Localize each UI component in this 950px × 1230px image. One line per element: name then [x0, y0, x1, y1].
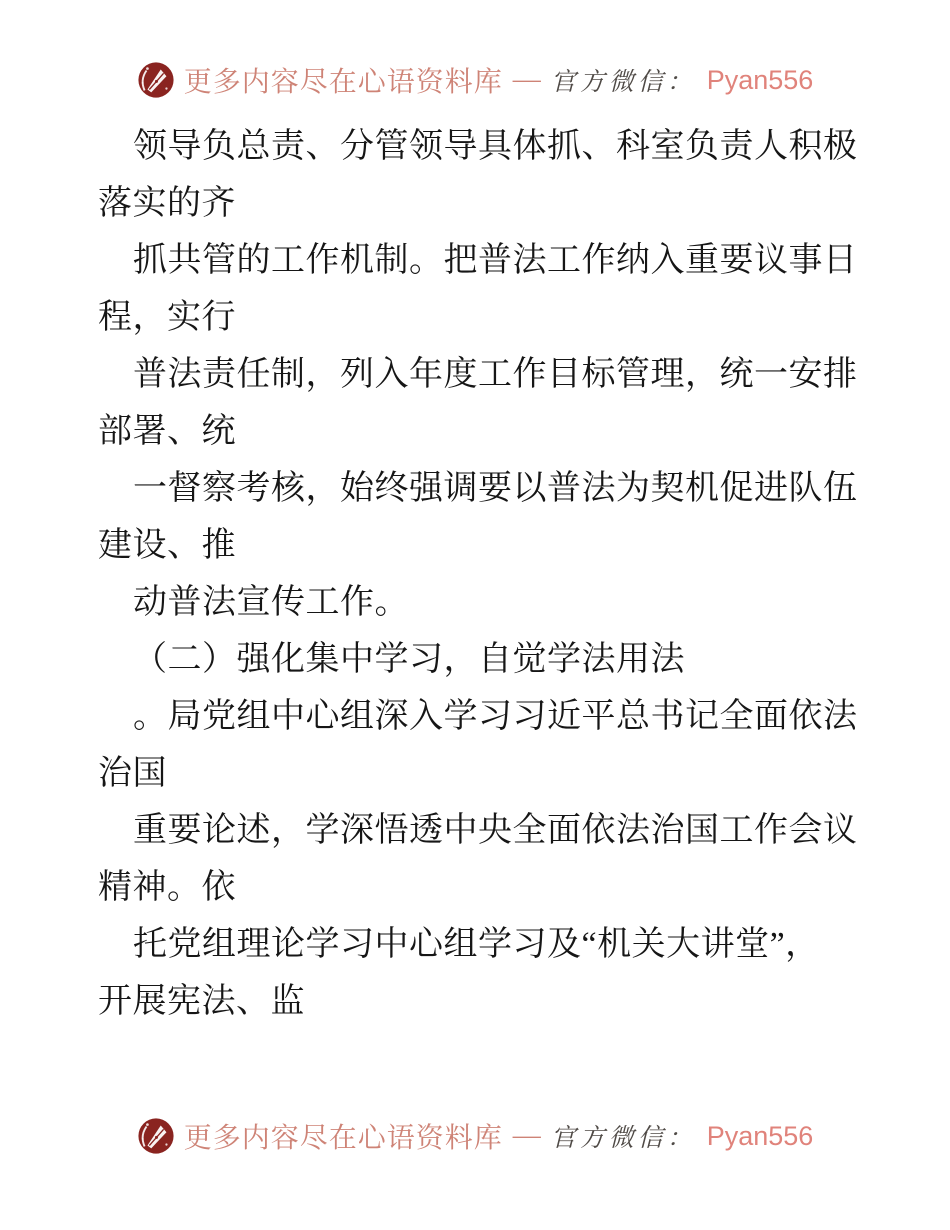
document-line: 重要论述，学深悟透中央全面依法治国工作会议 — [133, 812, 858, 849]
document-line: 抓共管的工作机制。把普法工作纳入重要议事日 — [133, 242, 858, 279]
document-line: 治国 — [98, 755, 167, 792]
document-line: 程，实行 — [98, 299, 236, 336]
watermark-separator: — — [512, 64, 541, 95]
document-line: 落实的齐 — [98, 185, 236, 222]
document-line: 部署、统 — [98, 413, 236, 450]
document-line: 普法责任制，列入年度工作目标管理，统一安排 — [133, 356, 858, 393]
watermark-wechat-id: Pyan556 — [706, 1120, 814, 1151]
document-line: 领导负总责、分管领导具体抓、科室负责人积极 — [133, 128, 858, 165]
document-body — [98, 118, 878, 1030]
document-line: 精神。依 — [98, 869, 236, 906]
document-line: （二）强化集中学习，自觉学法用法 — [133, 641, 685, 678]
pen-seal-logo-icon — [137, 61, 175, 99]
document-line: 动普法宣传工作。 — [133, 584, 409, 621]
watermark-separator: — — [512, 1120, 541, 1151]
header-watermark — [0, 60, 950, 100]
document-line: 。局党组中心组深入学习习近平总书记全面依法 — [133, 698, 858, 735]
document-line: 开展宪法、监 — [98, 983, 305, 1020]
watermark-brand-text: 更多内容尽在心语资料库 — [183, 67, 503, 98]
pen-seal-logo-icon — [137, 1117, 175, 1155]
document-line: 一督察考核，始终强调要以普法为契机促进队伍 — [133, 470, 858, 507]
document-line: 托党组理论学习中心组学习及“机关大讲堂”， — [133, 926, 820, 963]
footer-watermark — [0, 1116, 950, 1156]
watermark-brand-text: 更多内容尽在心语资料库 — [183, 1123, 503, 1154]
watermark-wechat-label: 官方微信： — [550, 67, 696, 96]
watermark-wechat-id: Pyan556 — [706, 64, 814, 95]
watermark-wechat-label: 官方微信： — [550, 1123, 696, 1152]
document-line: 建设、推 — [98, 527, 236, 564]
